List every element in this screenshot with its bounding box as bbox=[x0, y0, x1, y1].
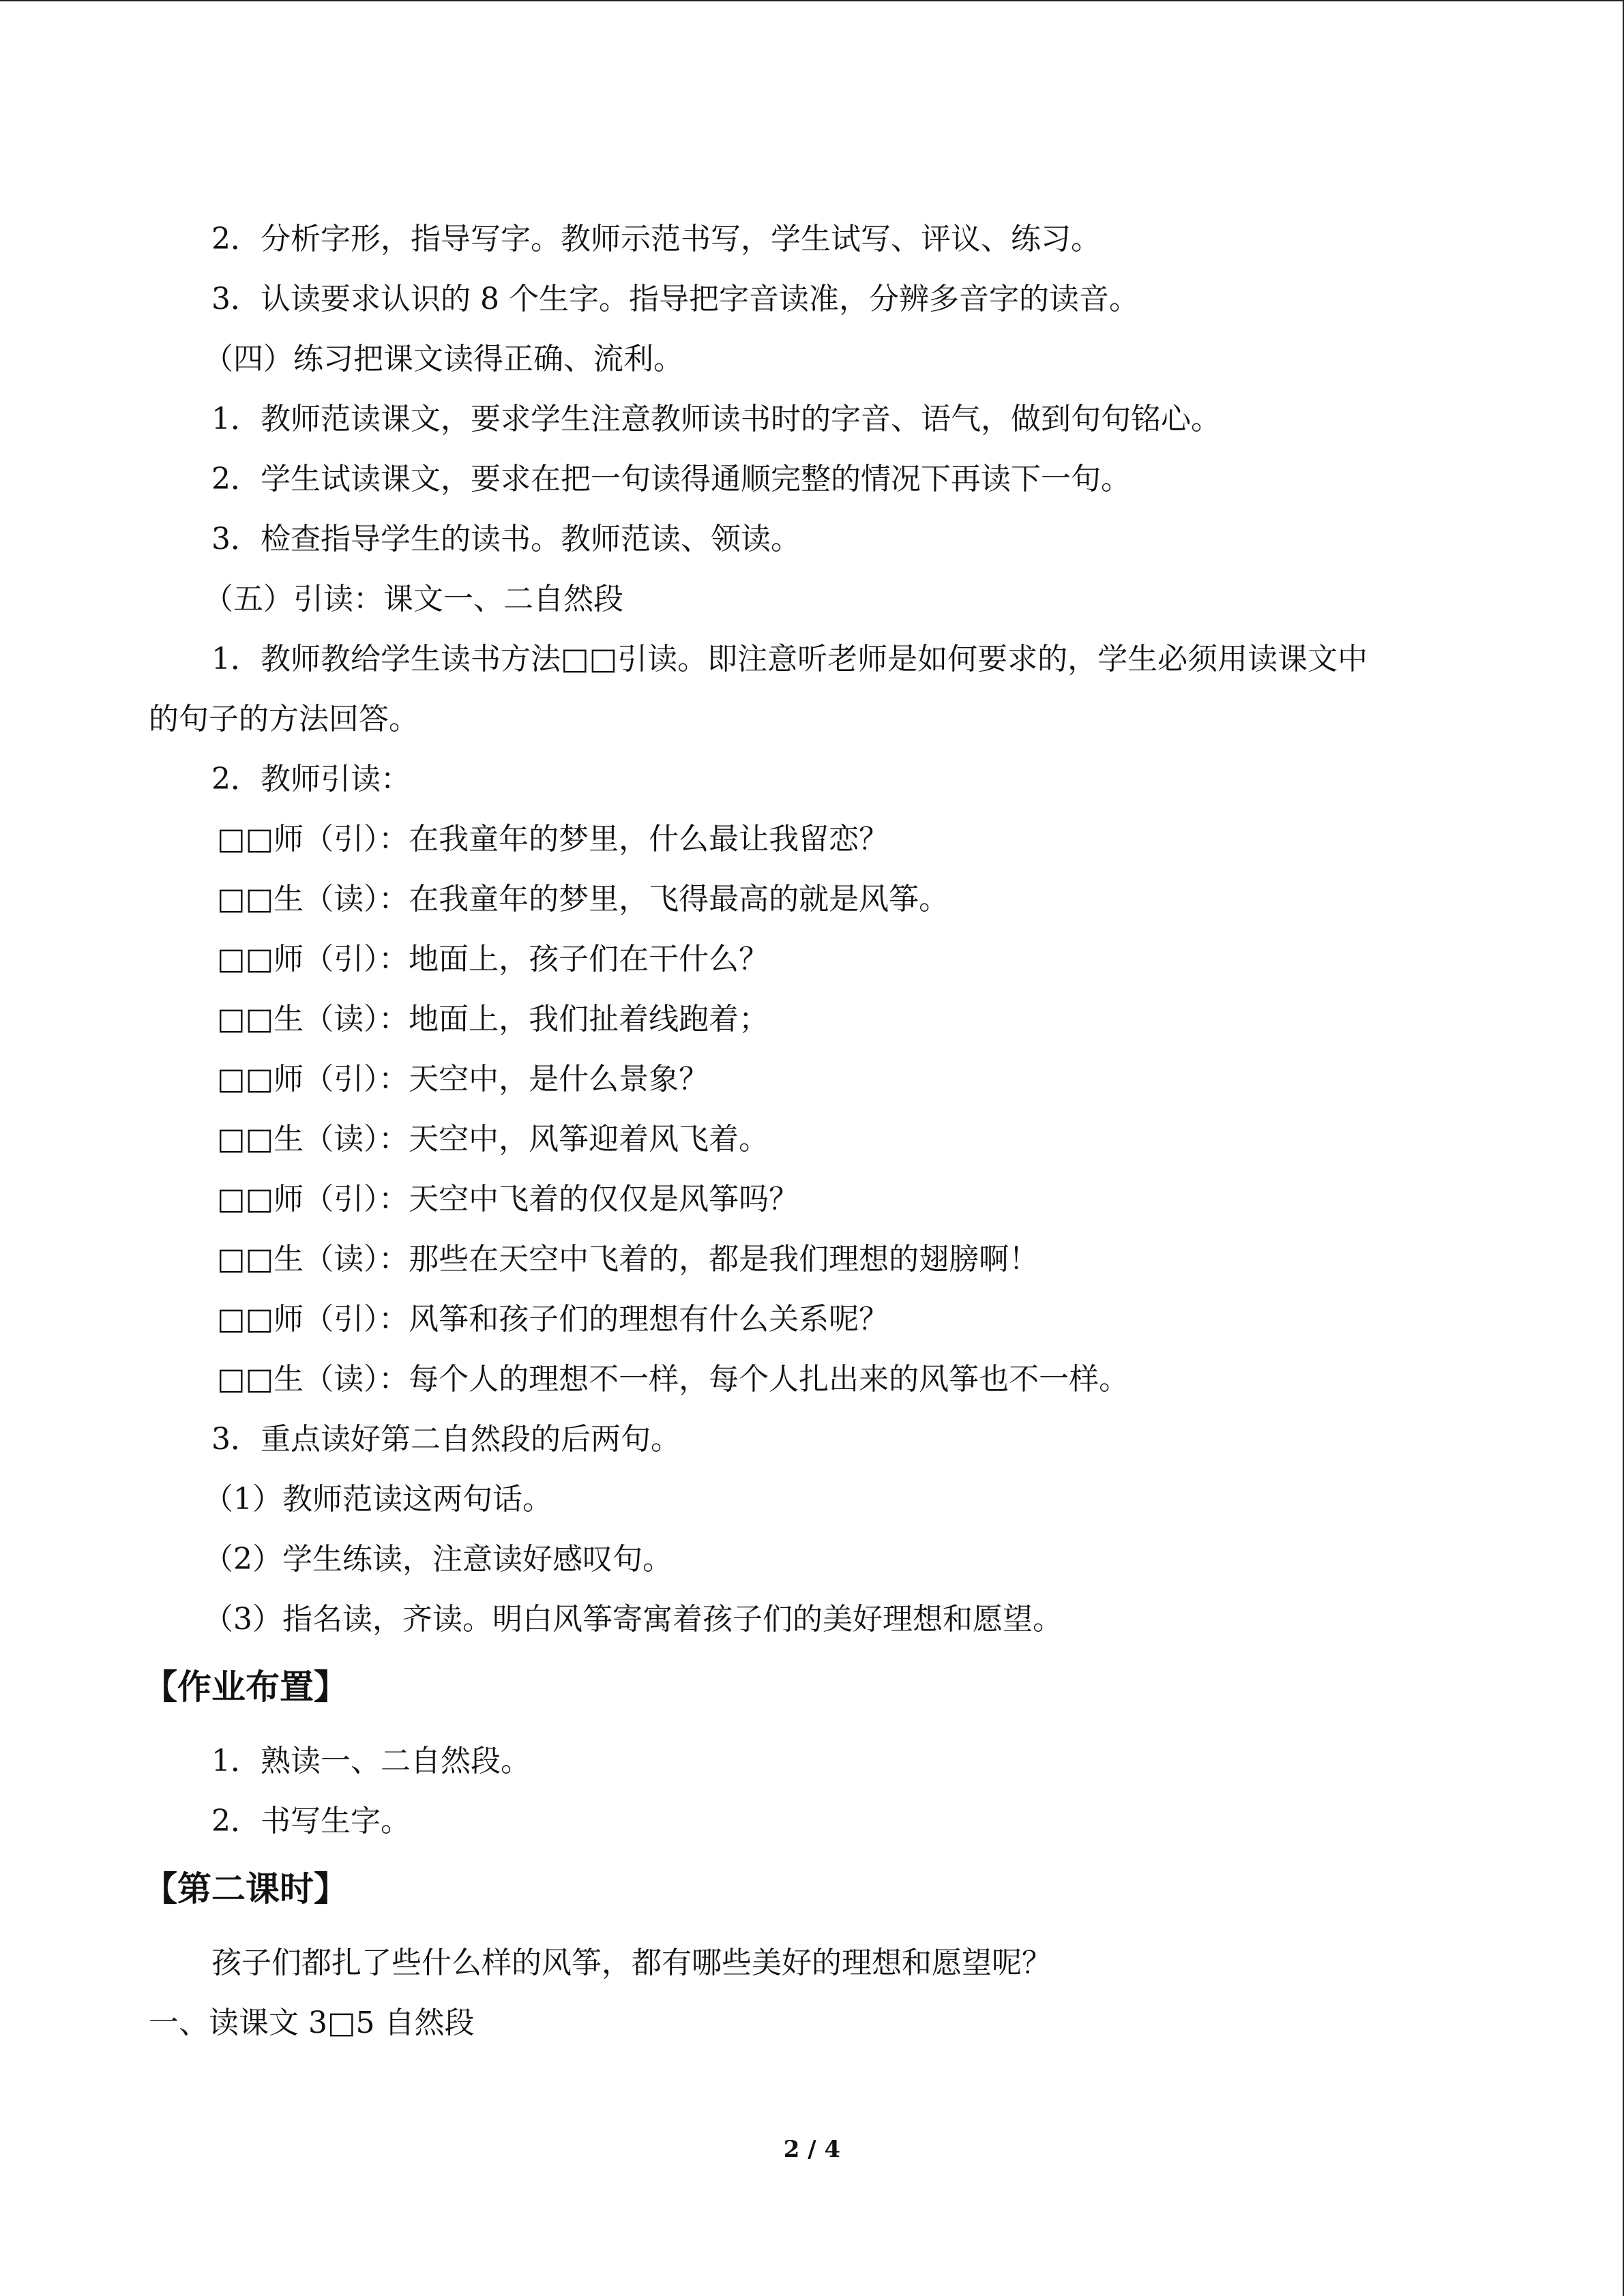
page-content bbox=[143, 209, 1479, 2053]
homework-item: 2．书写生字。 bbox=[211, 1804, 411, 1838]
spacer bbox=[149, 1725, 1479, 1731]
paragraph: 3．认读要求认识的 8 个生字。指导把字音读准，分辨多音字的读音。 bbox=[211, 282, 1139, 316]
paragraph-continuation: 的句子的方法回答。 bbox=[149, 702, 419, 736]
paragraph: 2．教师引读： bbox=[211, 762, 411, 796]
section-heading: （四）练习把课文读得正确、流利。 bbox=[203, 342, 683, 376]
dialog-line: □□师（引）：天空中飞着的仅仅是风筝吗？ bbox=[217, 1182, 799, 1217]
paragraph: （2）学生练读，注意读好感叹句。 bbox=[203, 1542, 673, 1577]
dialog-line: □□师（引）：风筝和孩子们的理想有什么关系呢？ bbox=[217, 1302, 889, 1337]
dialog-line: □□生（读）：地面上，我们扯着线跑着； bbox=[217, 1002, 769, 1037]
section-heading: 一、读课文 3□5 自然段 bbox=[149, 2006, 475, 2040]
page-number: 2 / 4 bbox=[783, 2136, 841, 2163]
spacer bbox=[149, 1926, 1479, 1933]
second-lesson-heading: 【第二课时】 bbox=[143, 1869, 348, 1909]
paragraph: 3．重点读好第二自然段的后两句。 bbox=[211, 1422, 681, 1457]
homework-heading: 【作业布置】 bbox=[143, 1667, 348, 1707]
dialog-line: □□师（引）：天空中，是什么景象？ bbox=[217, 1062, 709, 1097]
section-heading: （五）引读：课文一、二自然段 bbox=[203, 582, 623, 616]
paragraph: 2．分析字形，指导写字。教师示范书写，学生试写、评议、练习。 bbox=[211, 222, 1101, 256]
dialog-line: □□生（读）：天空中，风筝迎着风飞着。 bbox=[217, 1122, 769, 1157]
paragraph: 1．教师范读课文，要求学生注意教师读书时的字音、语气，做到句句铭心。 bbox=[211, 402, 1221, 436]
dialog-line: □□生（读）：那些在天空中飞着的，都是我们理想的翅膀啊！ bbox=[217, 1242, 1039, 1277]
dialog-line: □□师（引）：在我童年的梦里，什么最让我留恋？ bbox=[217, 822, 889, 856]
paragraph: 3．检查指导学生的读书。教师范读、领读。 bbox=[211, 522, 801, 556]
dialog-line: □□师（引）：地面上，孩子们在干什么？ bbox=[217, 942, 769, 976]
homework-item: 1．熟读一、二自然段。 bbox=[211, 1744, 531, 1778]
dialog-line: □□生（读）：在我童年的梦里，飞得最高的就是风筝。 bbox=[217, 882, 949, 916]
paragraph: （3）指名读，齐读。明白风筝寄寓着孩子们的美好理想和愿望。 bbox=[203, 1602, 1063, 1637]
paragraph: 1．教师教给学生读书方法□□引读。即注意听老师是如何要求的，学生必须用读课文中 bbox=[211, 642, 1368, 676]
paragraph: 孩子们都扎了些什么样的风筝，都有哪些美好的理想和愿望呢？ bbox=[211, 1945, 1052, 1980]
paragraph: 2．学生试读课文，要求在把一句读得通顺完整的情况下再读下一句。 bbox=[211, 462, 1131, 496]
paragraph: （1）教师范读这两句话。 bbox=[203, 1482, 552, 1517]
dialog-line: □□生（读）：每个人的理想不一样，每个人扎出来的风筝也不一样。 bbox=[217, 1362, 1130, 1397]
